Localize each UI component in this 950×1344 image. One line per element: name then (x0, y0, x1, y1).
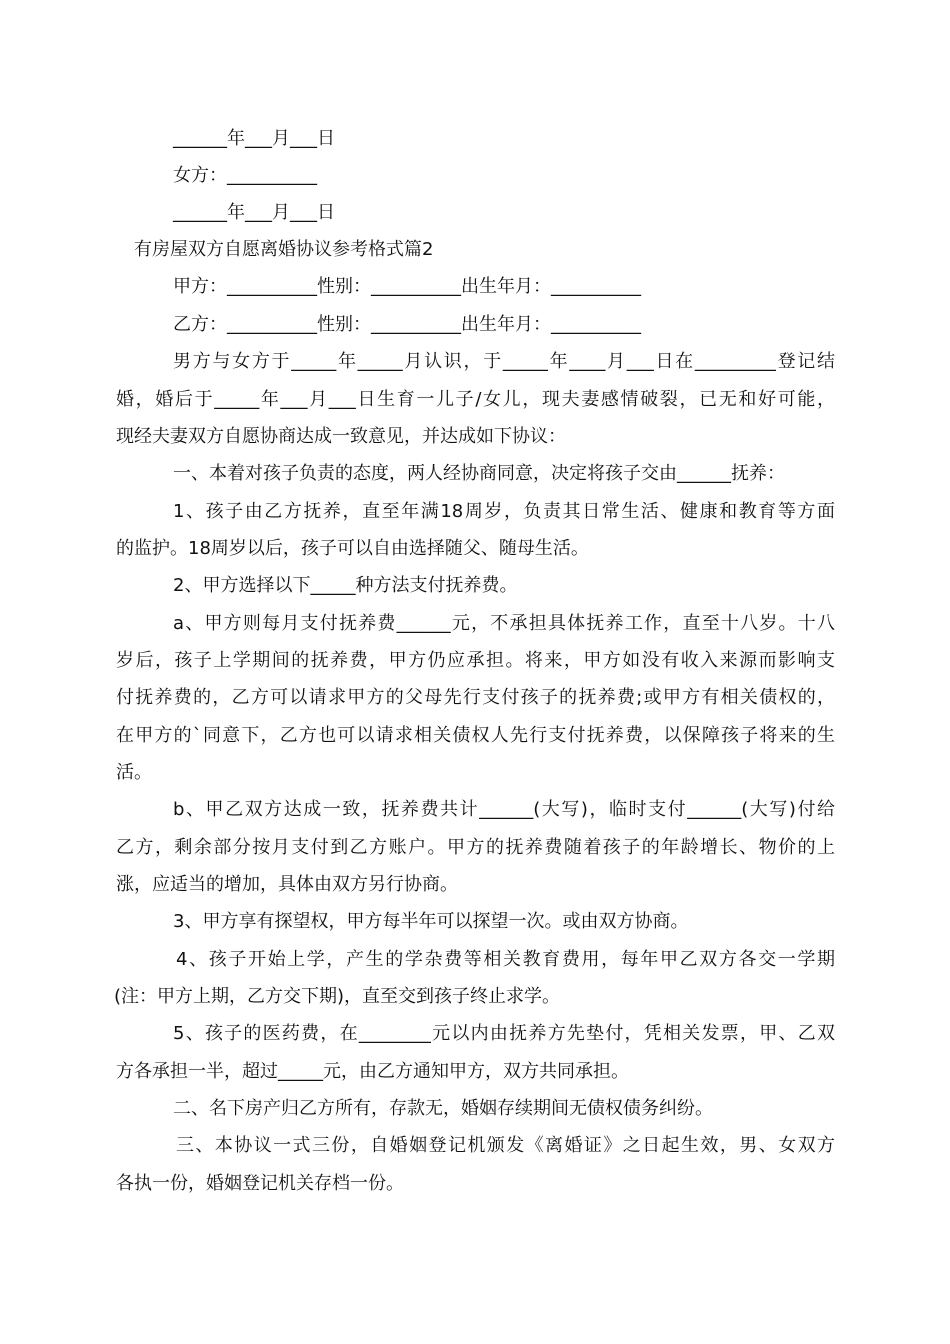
female-party-line: 女方：__________ (173, 165, 317, 186)
paragraph-line: 乙方，剩余部分按月支付到乙方账户。甲方的抚养费随着孩子的年龄增长、物价的上 (116, 837, 835, 858)
paragraph-line: (注：甲方上期，乙方交下期)，直至交到孩子终止求学。 (114, 986, 561, 1007)
clause-a: a、甲方则每月支付抚养费______元，不承担具体抚养工作，直至十八岁。十八 (173, 613, 835, 634)
section-title: 有房屋双方自愿离婚协议参考格式篇2 (134, 239, 434, 260)
clause-1-2: 2、甲方选择以下_____种方法支付抚养费。 (173, 575, 518, 596)
paragraph-line: 付抚养费的，乙方可以请求甲方的父母先行支付孩子的抚养费;或甲方有相关债权的， (116, 687, 835, 708)
date-line-2: ______年___月___日 (173, 202, 335, 223)
paragraph-line: 各执一份，婚姻登记机关存档一份。 (116, 1173, 404, 1194)
paragraph-line: 涨，应适当的增加，具体由双方另行协商。 (116, 874, 458, 895)
paragraph-line: 婚，婚后于_____年___月___日生育一儿子/女儿，现夫妻感情破裂，已无和好可能， (116, 389, 835, 410)
clause-b: b、甲乙双方达成一致，抚养费共计______(大写)，临时支付______(大写)付给 (173, 799, 835, 820)
paragraph-line: 在甲方的`同意下，乙方也可以请求相关债权人先行支付抚养费，以保障孩子将来的生 (116, 725, 835, 746)
clause-5: 5、孩子的医药费，在________元以内由抚养方先垫付，凭相关发票，甲、乙双 (173, 1023, 835, 1044)
paragraph-line: 男方与女方于_____年_____月认识，于_____年____月___日在_________登记结 (173, 351, 835, 372)
clause-3: 3、甲方享有探望权，甲方每半年可以探望一次。或由双方协商。 (173, 911, 689, 932)
paragraph-line: 的监护。18周岁以后，孩子可以自由选择随父、随母生活。 (116, 538, 589, 559)
clause-copies: 三、本协议一式三份，自婚姻登记机颁发《离婚证》之日起生效，男、女双方 (176, 1135, 835, 1156)
clause-property: 二、名下房产归乙方所有，存款无，婚姻存续期间无债权债务纠纷。 (173, 1098, 713, 1119)
clause-1-1: 1、孩子由乙方抚养，直至年满18周岁，负责其日常生活、健康和教育等方面 (173, 501, 835, 522)
paragraph-line: 现经夫妻双方自愿协商达成一致意见，并达成如下协议： (116, 426, 566, 447)
clause-1: 一、本着对孩子负责的态度，两人经协商同意，决定将孩子交由______抚养： (173, 463, 785, 484)
paragraph-line: 岁后，孩子上学期间的抚养费，甲方仍应承担。将来，甲方如没有收入来源而影响支 (116, 650, 835, 671)
party-b-line: 乙方：__________性别：__________出生年月：__________ (173, 314, 641, 335)
clause-4: 4、孩子开始上学，产生的学杂费等相关教育费用，每年甲乙双方各交一学期 (176, 949, 835, 970)
paragraph-line: 活。 (116, 762, 152, 783)
party-a-line: 甲方：__________性别：__________出生年月：__________ (173, 276, 641, 297)
date-line-1: ______年___月___日 (173, 128, 335, 149)
paragraph-line: 方各承担一半，超过_____元，由乙方通知甲方，双方共同承担。 (116, 1061, 629, 1082)
